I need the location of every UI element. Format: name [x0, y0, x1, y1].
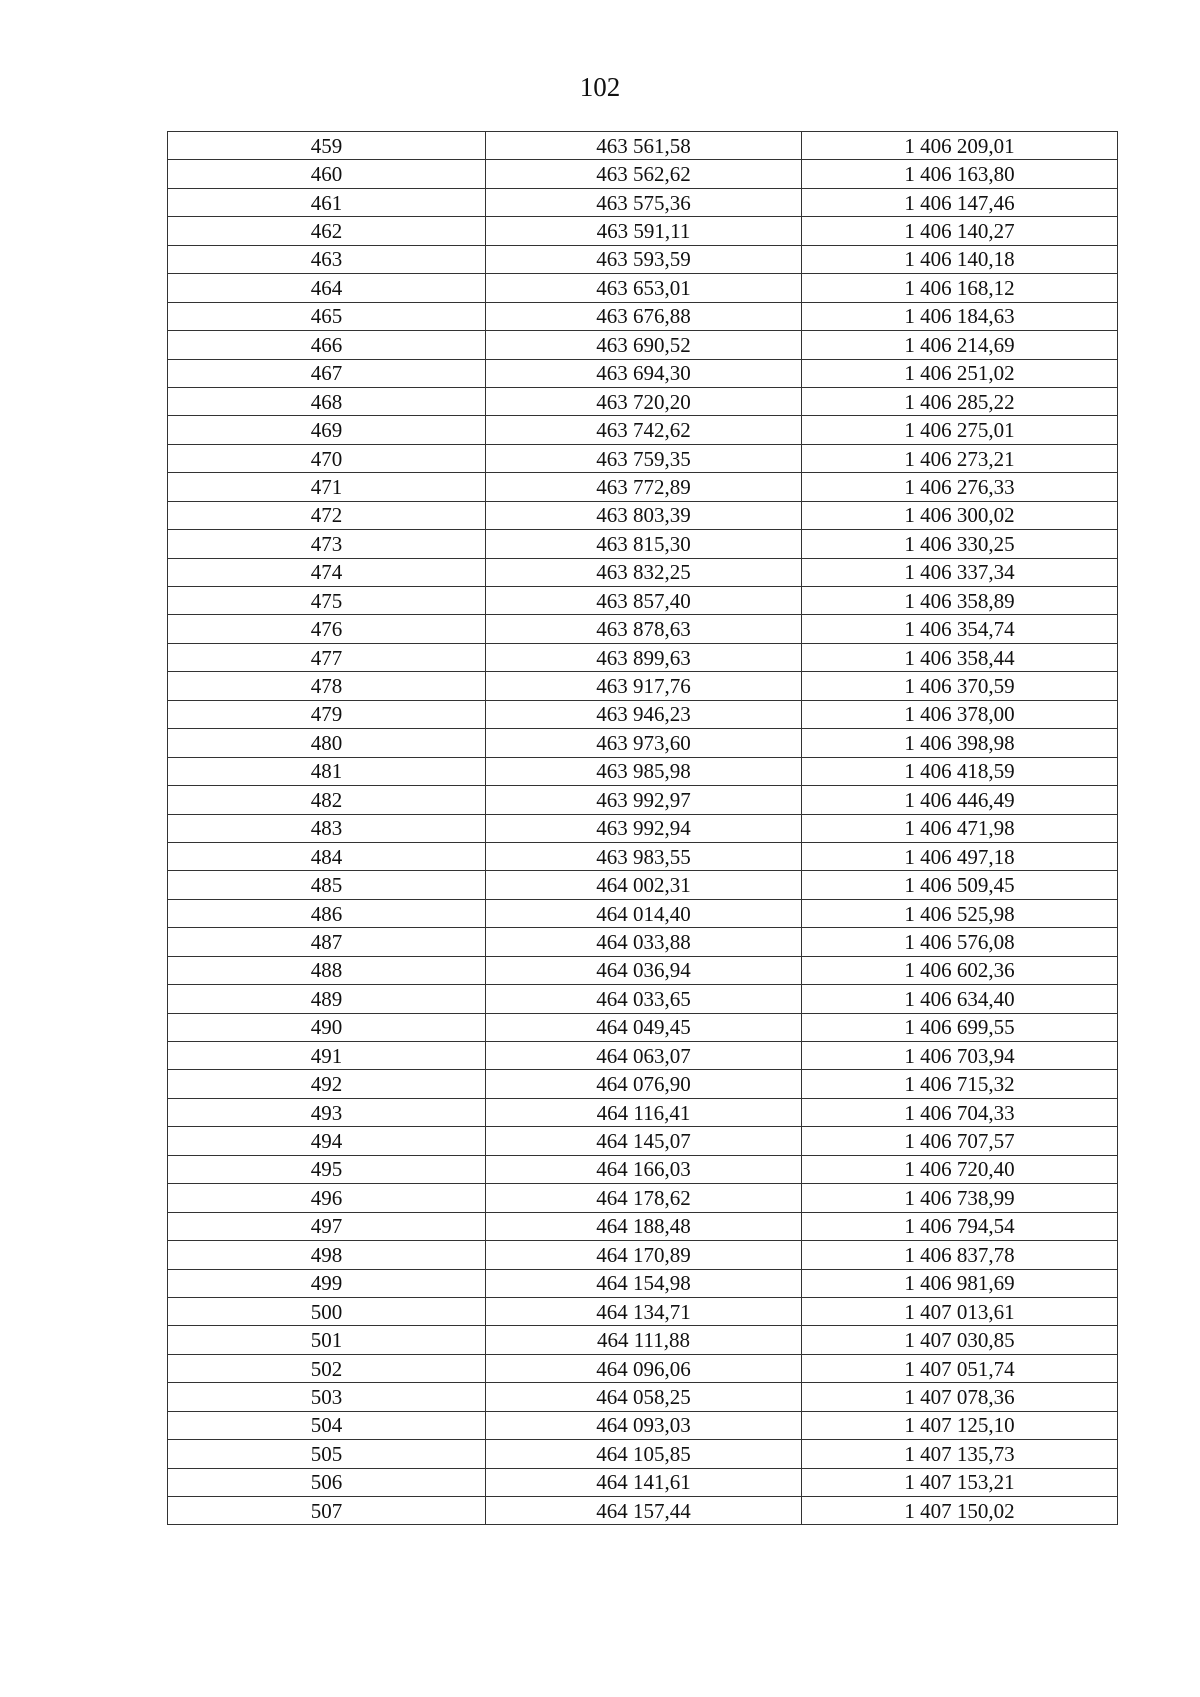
x-coordinate-cell: 463 832,25 [486, 558, 802, 586]
y-coordinate-cell: 1 406 794,54 [802, 1212, 1118, 1240]
table-row [168, 1098, 1118, 1126]
point-number-cell: 488 [168, 956, 486, 984]
table-row [168, 1497, 1118, 1525]
table-row [168, 729, 1118, 757]
x-coordinate-cell: 463 899,63 [486, 643, 802, 671]
point-number-cell: 463 [168, 245, 486, 273]
x-coordinate-cell: 464 145,07 [486, 1127, 802, 1155]
table-row [168, 899, 1118, 927]
x-coordinate-cell: 464 063,07 [486, 1042, 802, 1070]
point-number-cell: 469 [168, 416, 486, 444]
y-coordinate-cell: 1 406 509,45 [802, 871, 1118, 899]
x-coordinate-cell: 464 096,06 [486, 1354, 802, 1382]
x-coordinate-cell: 464 157,44 [486, 1497, 802, 1525]
table-row [168, 587, 1118, 615]
table-row [168, 1269, 1118, 1297]
point-number-cell: 474 [168, 558, 486, 586]
table-row [168, 302, 1118, 330]
y-coordinate-cell: 1 406 497,18 [802, 842, 1118, 870]
point-number-cell: 495 [168, 1155, 486, 1183]
y-coordinate-cell: 1 406 140,18 [802, 245, 1118, 273]
table-row [168, 1070, 1118, 1098]
x-coordinate-cell: 464 093,03 [486, 1411, 802, 1439]
y-coordinate-cell: 1 406 576,08 [802, 928, 1118, 956]
point-number-cell: 479 [168, 700, 486, 728]
y-coordinate-cell: 1 406 738,99 [802, 1184, 1118, 1212]
table-row [168, 331, 1118, 359]
table-row [168, 387, 1118, 415]
point-number-cell: 501 [168, 1326, 486, 1354]
table-row [168, 1212, 1118, 1240]
y-coordinate-cell: 1 406 273,21 [802, 444, 1118, 472]
x-coordinate-cell: 463 591,11 [486, 217, 802, 245]
point-number-cell: 470 [168, 444, 486, 472]
table-row [168, 132, 1118, 160]
y-coordinate-cell: 1 406 981,69 [802, 1269, 1118, 1297]
y-coordinate-cell: 1 406 704,33 [802, 1098, 1118, 1126]
table-row [168, 985, 1118, 1013]
table-row [168, 1411, 1118, 1439]
x-coordinate-cell: 463 917,76 [486, 672, 802, 700]
point-number-cell: 504 [168, 1411, 486, 1439]
table-row [168, 956, 1118, 984]
point-number-cell: 483 [168, 814, 486, 842]
x-coordinate-cell: 463 720,20 [486, 387, 802, 415]
x-coordinate-cell: 464 111,88 [486, 1326, 802, 1354]
y-coordinate-cell: 1 407 078,36 [802, 1383, 1118, 1411]
x-coordinate-cell: 463 803,39 [486, 501, 802, 529]
point-number-cell: 468 [168, 387, 486, 415]
y-coordinate-cell: 1 406 300,02 [802, 501, 1118, 529]
y-coordinate-cell: 1 406 707,57 [802, 1127, 1118, 1155]
x-coordinate-cell: 464 116,41 [486, 1098, 802, 1126]
point-number-cell: 506 [168, 1468, 486, 1496]
point-number-cell: 497 [168, 1212, 486, 1240]
table-row [168, 1354, 1118, 1382]
table-row [168, 558, 1118, 586]
x-coordinate-cell: 464 141,61 [486, 1468, 802, 1496]
table-row [168, 814, 1118, 842]
point-number-cell: 493 [168, 1098, 486, 1126]
table-row [168, 1297, 1118, 1325]
point-number-cell: 478 [168, 672, 486, 700]
point-number-cell: 505 [168, 1440, 486, 1468]
x-coordinate-cell: 463 772,89 [486, 473, 802, 501]
x-coordinate-cell: 463 985,98 [486, 757, 802, 785]
point-number-cell: 471 [168, 473, 486, 501]
x-coordinate-cell: 464 002,31 [486, 871, 802, 899]
table-row [168, 188, 1118, 216]
coordinates-table-body [168, 132, 1118, 1525]
y-coordinate-cell: 1 407 153,21 [802, 1468, 1118, 1496]
x-coordinate-cell: 464 033,88 [486, 928, 802, 956]
table-row [168, 1013, 1118, 1041]
y-coordinate-cell: 1 407 051,74 [802, 1354, 1118, 1382]
y-coordinate-cell: 1 406 184,63 [802, 302, 1118, 330]
point-number-cell: 484 [168, 842, 486, 870]
table-row [168, 530, 1118, 558]
point-number-cell: 507 [168, 1497, 486, 1525]
x-coordinate-cell: 464 188,48 [486, 1212, 802, 1240]
x-coordinate-cell: 464 036,94 [486, 956, 802, 984]
x-coordinate-cell: 464 014,40 [486, 899, 802, 927]
table-row [168, 444, 1118, 472]
x-coordinate-cell: 464 178,62 [486, 1184, 802, 1212]
table-row [168, 160, 1118, 188]
table-row [168, 359, 1118, 387]
x-coordinate-cell: 463 992,97 [486, 786, 802, 814]
y-coordinate-cell: 1 406 715,32 [802, 1070, 1118, 1098]
table-row [168, 274, 1118, 302]
x-coordinate-cell: 464 049,45 [486, 1013, 802, 1041]
point-number-cell: 502 [168, 1354, 486, 1382]
y-coordinate-cell: 1 406 209,01 [802, 132, 1118, 160]
y-coordinate-cell: 1 407 135,73 [802, 1440, 1118, 1468]
x-coordinate-cell: 463 742,62 [486, 416, 802, 444]
table-row [168, 1042, 1118, 1070]
point-number-cell: 481 [168, 757, 486, 785]
y-coordinate-cell: 1 406 330,25 [802, 530, 1118, 558]
x-coordinate-cell: 463 561,58 [486, 132, 802, 160]
point-number-cell: 487 [168, 928, 486, 956]
y-coordinate-cell: 1 406 418,59 [802, 757, 1118, 785]
point-number-cell: 473 [168, 530, 486, 558]
y-coordinate-cell: 1 406 275,01 [802, 416, 1118, 444]
x-coordinate-cell: 464 170,89 [486, 1241, 802, 1269]
table-row [168, 871, 1118, 899]
x-coordinate-cell: 463 575,36 [486, 188, 802, 216]
coordinates-table [167, 131, 1118, 1525]
point-number-cell: 460 [168, 160, 486, 188]
x-coordinate-cell: 464 134,71 [486, 1297, 802, 1325]
table-row [168, 245, 1118, 273]
y-coordinate-cell: 1 407 125,10 [802, 1411, 1118, 1439]
y-coordinate-cell: 1 406 446,49 [802, 786, 1118, 814]
y-coordinate-cell: 1 406 634,40 [802, 985, 1118, 1013]
x-coordinate-cell: 463 857,40 [486, 587, 802, 615]
y-coordinate-cell: 1 406 378,00 [802, 700, 1118, 728]
y-coordinate-cell: 1 406 140,27 [802, 217, 1118, 245]
point-number-cell: 486 [168, 899, 486, 927]
y-coordinate-cell: 1 406 163,80 [802, 160, 1118, 188]
table-row [168, 217, 1118, 245]
x-coordinate-cell: 463 562,62 [486, 160, 802, 188]
table-row [168, 1326, 1118, 1354]
x-coordinate-cell: 463 815,30 [486, 530, 802, 558]
y-coordinate-cell: 1 406 354,74 [802, 615, 1118, 643]
table-row [168, 786, 1118, 814]
x-coordinate-cell: 464 105,85 [486, 1440, 802, 1468]
table-row [168, 928, 1118, 956]
y-coordinate-cell: 1 406 168,12 [802, 274, 1118, 302]
y-coordinate-cell: 1 406 358,44 [802, 643, 1118, 671]
point-number-cell: 496 [168, 1184, 486, 1212]
x-coordinate-cell: 463 593,59 [486, 245, 802, 273]
table-row [168, 1468, 1118, 1496]
point-number-cell: 462 [168, 217, 486, 245]
y-coordinate-cell: 1 406 370,59 [802, 672, 1118, 700]
point-number-cell: 490 [168, 1013, 486, 1041]
y-coordinate-cell: 1 406 398,98 [802, 729, 1118, 757]
x-coordinate-cell: 463 878,63 [486, 615, 802, 643]
table-row [168, 416, 1118, 444]
y-coordinate-cell: 1 406 251,02 [802, 359, 1118, 387]
point-number-cell: 494 [168, 1127, 486, 1155]
point-number-cell: 491 [168, 1042, 486, 1070]
x-coordinate-cell: 463 690,52 [486, 331, 802, 359]
table-row [168, 615, 1118, 643]
y-coordinate-cell: 1 406 525,98 [802, 899, 1118, 927]
table-row [168, 1383, 1118, 1411]
x-coordinate-cell: 463 759,35 [486, 444, 802, 472]
point-number-cell: 500 [168, 1297, 486, 1325]
x-coordinate-cell: 464 076,90 [486, 1070, 802, 1098]
point-number-cell: 498 [168, 1241, 486, 1269]
point-number-cell: 477 [168, 643, 486, 671]
point-number-cell: 492 [168, 1070, 486, 1098]
x-coordinate-cell: 463 973,60 [486, 729, 802, 757]
point-number-cell: 475 [168, 587, 486, 615]
point-number-cell: 466 [168, 331, 486, 359]
table-row [168, 757, 1118, 785]
point-number-cell: 467 [168, 359, 486, 387]
x-coordinate-cell: 463 992,94 [486, 814, 802, 842]
y-coordinate-cell: 1 406 720,40 [802, 1155, 1118, 1183]
point-number-cell: 489 [168, 985, 486, 1013]
y-coordinate-cell: 1 406 471,98 [802, 814, 1118, 842]
x-coordinate-cell: 464 154,98 [486, 1269, 802, 1297]
x-coordinate-cell: 464 166,03 [486, 1155, 802, 1183]
point-number-cell: 503 [168, 1383, 486, 1411]
y-coordinate-cell: 1 406 214,69 [802, 331, 1118, 359]
y-coordinate-cell: 1 407 150,02 [802, 1497, 1118, 1525]
point-number-cell: 464 [168, 274, 486, 302]
x-coordinate-cell: 463 653,01 [486, 274, 802, 302]
x-coordinate-cell: 464 058,25 [486, 1383, 802, 1411]
table-row [168, 700, 1118, 728]
point-number-cell: 482 [168, 786, 486, 814]
table-row [168, 1155, 1118, 1183]
x-coordinate-cell: 464 033,65 [486, 985, 802, 1013]
y-coordinate-cell: 1 407 013,61 [802, 1297, 1118, 1325]
point-number-cell: 461 [168, 188, 486, 216]
page-number: 102 [579, 72, 621, 102]
y-coordinate-cell: 1 406 147,46 [802, 188, 1118, 216]
y-coordinate-cell: 1 407 030,85 [802, 1326, 1118, 1354]
table-row [168, 1440, 1118, 1468]
point-number-cell: 459 [168, 132, 486, 160]
point-number-cell: 480 [168, 729, 486, 757]
y-coordinate-cell: 1 406 837,78 [802, 1241, 1118, 1269]
table-row [168, 842, 1118, 870]
table-row [168, 672, 1118, 700]
y-coordinate-cell: 1 406 285,22 [802, 387, 1118, 415]
y-coordinate-cell: 1 406 703,94 [802, 1042, 1118, 1070]
x-coordinate-cell: 463 694,30 [486, 359, 802, 387]
table-row [168, 501, 1118, 529]
point-number-cell: 499 [168, 1269, 486, 1297]
y-coordinate-cell: 1 406 276,33 [802, 473, 1118, 501]
table-row [168, 473, 1118, 501]
y-coordinate-cell: 1 406 602,36 [802, 956, 1118, 984]
point-number-cell: 476 [168, 615, 486, 643]
table-row [168, 1241, 1118, 1269]
x-coordinate-cell: 463 676,88 [486, 302, 802, 330]
point-number-cell: 485 [168, 871, 486, 899]
table-row [168, 1127, 1118, 1155]
point-number-cell: 472 [168, 501, 486, 529]
table-row [168, 1184, 1118, 1212]
x-coordinate-cell: 463 983,55 [486, 842, 802, 870]
x-coordinate-cell: 463 946,23 [486, 700, 802, 728]
point-number-cell: 465 [168, 302, 486, 330]
y-coordinate-cell: 1 406 699,55 [802, 1013, 1118, 1041]
y-coordinate-cell: 1 406 358,89 [802, 587, 1118, 615]
table-row [168, 643, 1118, 671]
y-coordinate-cell: 1 406 337,34 [802, 558, 1118, 586]
